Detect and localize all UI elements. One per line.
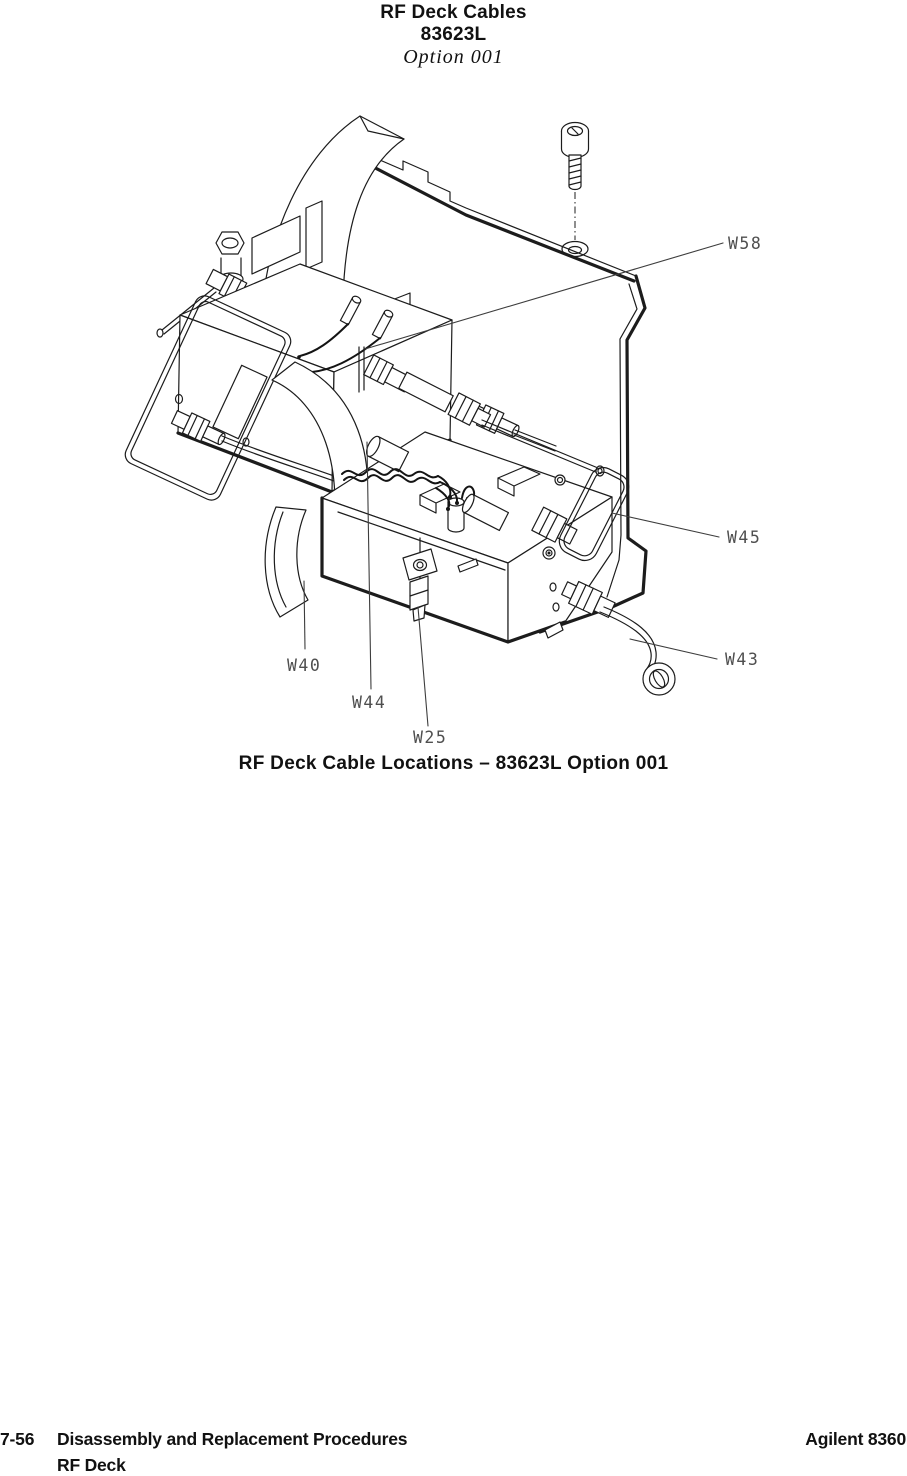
figure-caption: RF Deck Cable Locations – 83623L Option 001 <box>238 753 669 774</box>
footer-chapter: Disassembly and Replacement Procedures <box>57 1429 408 1449</box>
doc-option: Option 001 <box>403 46 504 68</box>
page-footer <box>0 1429 907 1475</box>
callout-w58: W58 <box>728 234 763 253</box>
doc-title: RF Deck Cables <box>380 2 527 23</box>
callout-w25: W25 <box>413 728 448 747</box>
callout-w43: W43 <box>725 650 760 669</box>
footer-page-number: 7-56 <box>0 1429 35 1449</box>
doc-model: 83623L <box>420 24 487 45</box>
footer-section: RF Deck <box>57 1455 126 1475</box>
ribbon-cable-w40 <box>265 507 308 617</box>
footer-product: Agilent 8360 <box>805 1429 906 1449</box>
callout-w44: W44 <box>352 693 387 712</box>
callout-w45: W45 <box>727 528 762 547</box>
mounting-screw <box>562 123 589 241</box>
callout-w40: W40 <box>287 656 322 675</box>
